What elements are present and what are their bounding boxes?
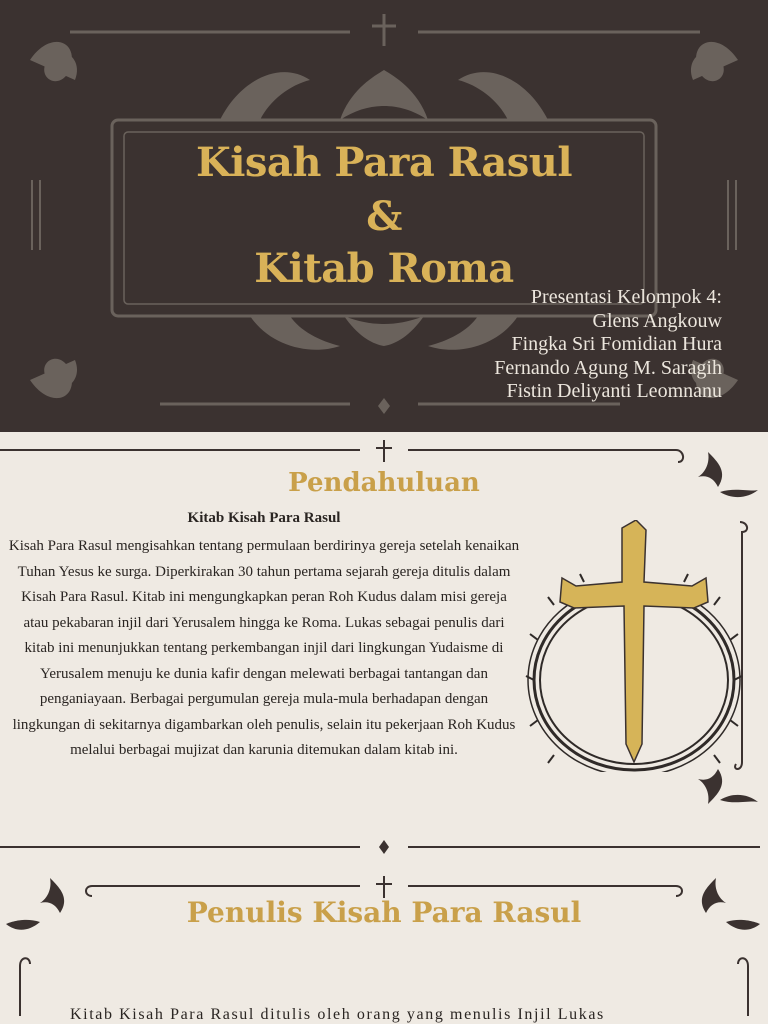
presenter-name: Fingka Sri Fomidian Hura	[511, 333, 722, 355]
section-heading-pendahuluan: Pendahuluan	[288, 468, 480, 498]
presenters-list	[494, 286, 722, 404]
intro-paragraph: Kisah Para Rasul mengisahkan tentang permulaan berdirinya gereja setelah kenaikan Tuhan Yesus ke surga. Diperkirakan 30 tahun pertama sejarah gereja ditulis dalam Kisah Para Rasul. Kitab ini mengungkapkan peran Roh Kudus dalam misi gereja atau pekabaran injil dari Yerusalem hingga ke Roma. Lukas sebagai penulis dari kitab ini menunjukkan tentang perkembangan injil dari lingkungan Yudaisme di Yerusalem menuju ke dunia kafir dengan melewati berbagai tantangan dan penganiayaan. Berbagai pergumulan gereja mula-mula berhadapan dengan lingkungan di sekitarnya digambarkan oleh penulis, selain itu pekerjaan Roh Kudus melalui berbagai mujizat dan karunia ditemukan dalam kitab ini.	[8, 538, 520, 758]
penulis-ornaments	[0, 866, 768, 1024]
title-line-1: Kisah Para Rasul	[195, 139, 573, 186]
title-line-3: Kitab Roma	[254, 245, 514, 292]
section-heading-penulis: Penulis Kisah Para Rasul	[186, 896, 582, 929]
presenter-name: Fistin Deliyanti Leomnanu	[506, 380, 722, 402]
title-slide	[0, 0, 768, 432]
presenter-name: Fernando Agung M. Saragih	[494, 356, 722, 379]
intro-subheading: Kitab Kisah Para Rasul	[187, 510, 341, 526]
presenters-heading: Presentasi Kelompok 4:	[530, 286, 722, 308]
title-ampersand: &	[366, 193, 402, 240]
presenter-name: Glens Angkouw	[592, 309, 722, 332]
cross-with-thorns-icon	[524, 520, 748, 772]
penulis-paragraph: Kitab Kisah Para Rasul ditulis oleh orang yang menulis Injil Lukas	[70, 1006, 605, 1023]
penulis-slide	[0, 866, 768, 1024]
intro-slide	[0, 432, 768, 866]
